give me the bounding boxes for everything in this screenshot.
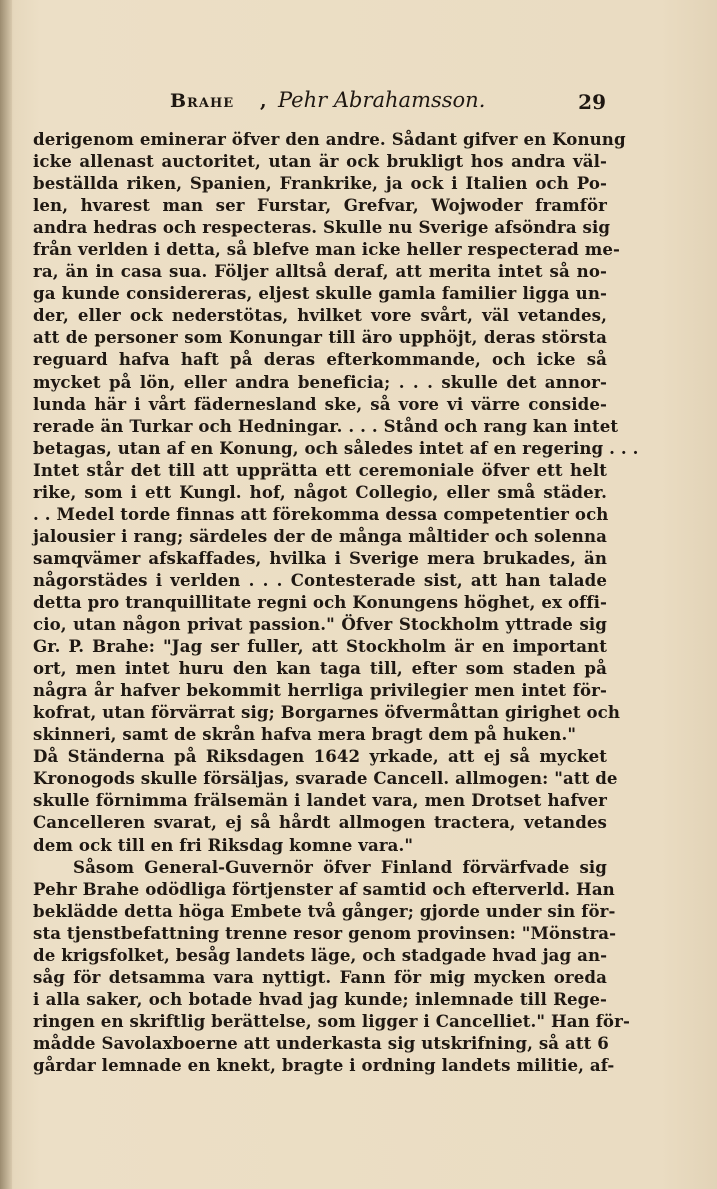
text-line: beklädde detta höga Embete två gånger; gjorde under sin för- [33,900,616,921]
text-line: gårdar lemnade en knekt, bragte i ordning landets militie, af- [33,1054,615,1075]
header-subject: Pehr Abrahamsson. [278,88,486,112]
text-line: detta pro tranquillitate regni och Konungens höghet, ex offi- [33,591,607,612]
text-line: sta tjenstbefattning trenne resor genom provinsen: "Mönstra- [33,922,617,943]
page-gutter [0,0,12,1189]
text-line: samqvämer afskaffades, hvilka i Sverige mera brukades, än [33,547,607,568]
header-author: Brahe [170,90,235,112]
text-line: ra, än in casa sua. Följer alltså deraf, att merita intet så no- [33,261,607,282]
text-line: några år hafver bekommit herrliga privilegier men intet för- [33,680,607,701]
text-line: någorstädes i verlden . . . Contesterade sist, att han talade [33,569,607,590]
header-separator: , [260,90,267,112]
text-line: de krigsfolket, besåg landets läge, och stadgade hvad jag an- [33,944,608,965]
text-line: mycket på lön, eller andra beneficia; . . . skulle det annor- [33,371,607,392]
running-header [170,90,606,116]
text-line: der, eller ock nederstötas, hvilket vore svårt, väl vetandes, [33,305,607,326]
text-line: reguard hafva haft på deras efterkommande, och icke så [33,349,607,370]
text-line: betagas, utan af en Konung, och således intet af en regering . . . [33,437,639,458]
text-line: . . Medel torde finnas att förekomma dessa competentier och [33,503,609,524]
text-line: skinneri, samt de skrån hafva mera bragt dem på huken." [33,724,577,745]
text-line: jalousier i rang; särdeles der de många måltider och solenna [33,525,607,546]
text-line: Då Ständerna på Riksdagen 1642 yrkade, att ej så mycket [33,746,607,767]
text-line: cio, utan någon privat passion." Öfver Stockholm yttrade sig [33,614,607,635]
text-line: från verlden i detta, så blefve man icke heller respecterad me- [33,239,621,260]
text-line: Såsom General-Guvernör öfver Finland förvärfvade sig [73,856,607,877]
text-line: icke allenast auctoritet, utan är ock brukligt hos andra väl- [33,151,607,172]
text-line: att de personer som Konungar till äro upphöjt, deras största [33,327,607,348]
text-line: lunda här i vårt fädernesland ske, så vore vi värre conside- [33,393,607,414]
text-line: såg för detsamma vara nyttigt. Fann för mig mycken oreda [33,966,607,987]
text-line: skulle förnimma frälsemän i landet vara, men Drotset hafver [33,790,607,811]
text-line: Pehr Brahe odödliga förtjenster af samtid och efterverld. Han [33,878,615,899]
text-line: rike, som i ett Kungl. hof, något Collegio, eller små städer. [33,481,607,502]
text-line: len, hvarest man ser Furstar, Grefvar, Wojwoder framför [33,195,607,216]
text-line: ringen en skriftlig berättelse, som ligger i Cancelliet." Han för- [33,1010,630,1031]
text-line: kofrat, utan förvärrat sig; Borgarnes öfvermåttan girighet och [33,702,621,723]
text-line: beställda riken, Spanien, Frankrike, ja ock i Italien och Po- [33,173,607,194]
text-line: Kronogods skulle försäljas, svarade Cancell. allmogen: "att de [33,768,618,789]
text-line: Intet står det till att upprätta ett ceremoniale öfver ett helt [33,459,607,480]
body-text [33,128,639,1076]
text-line: ort, men intet huru den kan taga till, efter som staden på [33,658,607,679]
text-line: Gr. P. Brahe: "Jag ser fuller, att Stockholm är en important [33,636,607,657]
text-line: dem ock till en fri Riksdag komne vara." [33,834,414,855]
text-line: mådde Savolaxboerne att underkasta sig utskrifning, så att 6 [33,1032,609,1053]
text-line: ga kunde considereras, eljest skulle gamla familier ligga un- [33,283,607,304]
text-line: rerade än Turkar och Hedningar. . . . Stånd och rang kan intet [33,415,619,436]
page-number: 29 [578,90,606,114]
text-line: andra hedras och respecteras. Skulle nu Sverige afsöndra sig [33,217,611,238]
text-line: Cancelleren svarat, ej så hårdt allmogen tractera, vetandes [33,812,607,833]
text-line: i alla saker, och botade hvad jag kunde; inlemnade till Rege- [33,988,607,1009]
text-line: derigenom eminerar öfver den andre. Sådant gifver en Konung [33,129,626,149]
